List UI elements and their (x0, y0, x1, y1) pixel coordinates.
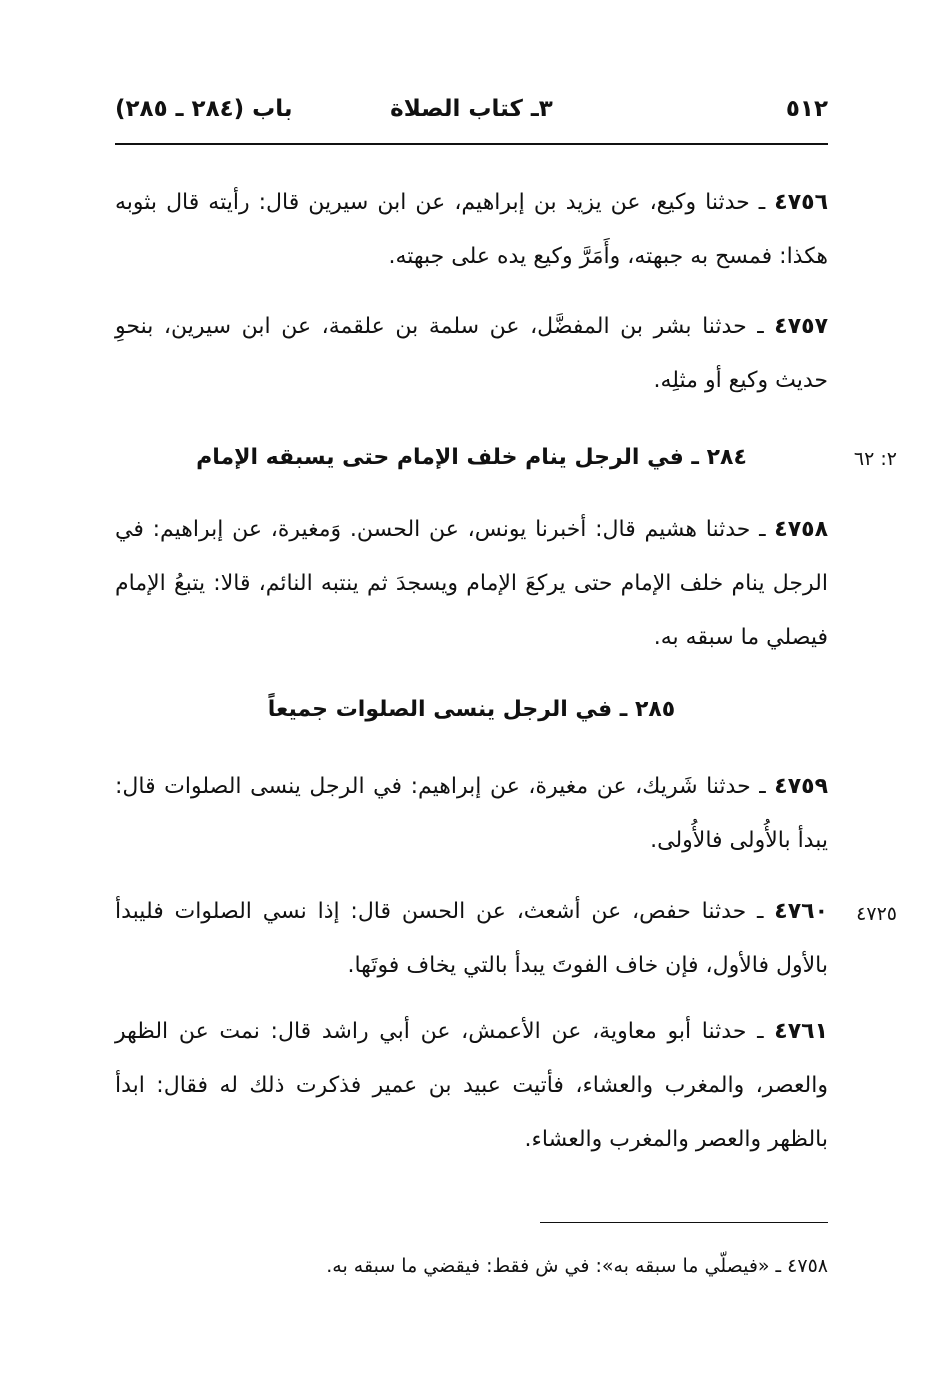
hadith-entry-4761 (115, 1005, 828, 1167)
hadith-text: ـ حدثنا أبو معاوية، عن الأعمش، عن أبي راشد قال: نمت عن الظهر والعصر، والمغرب والعشاء، فأتيت عبيد بن عمير فذكرت ذلك له فقال: ابدأ بالظهر والعصر والمغرب والعشاء. (115, 1019, 828, 1152)
section-heading-284: ٢٨٤ ـ في الرجل ينام خلف الإمام حتى يسبقه الإمام (196, 445, 747, 470)
hadith-text: ـ حدثنا حفص، عن أشعث، عن الحسن قال: إذا نسي الصلوات فليبدأ بالأول فالأول، فإن خاف الفوتَ يبدأ بالتي يخاف فوتَها. (115, 899, 828, 978)
hadith-text: ـ حدثنا وكيع، عن يزيد بن إبراهيم، عن ابن سيرين قال: رأيته قال بثوبه هكذا: فمسح به جبهته، وأَمَرَّ وكيع يده على جبهته. (115, 190, 828, 269)
hadith-number: ٤٧٦١ (774, 1019, 828, 1044)
hadith-text: ـ حدثنا بشر بن المفضَّل، عن سلمة بن علقمة، عن ابن سيرين، بنحوِ حديث وكيع أو مثلِه. (115, 314, 828, 393)
hadith-entry-4756 (115, 176, 828, 284)
bab-range: باب (٢٨٤ ـ ٢٨٥) (115, 96, 293, 122)
book-title: ٣ـ كتاب الصلاة (390, 96, 553, 122)
running-header (115, 96, 828, 136)
margin-note-cross-reference: ٤٧٢٥ (856, 903, 897, 925)
hadith-text: ـ حدثنا شَريك، عن مغيرة، عن إبراهيم: في الرجل ينسى الصلوات قال: يبدأ بالأُولى فالأُولى. (115, 774, 828, 853)
page-number: ٥١٢ (785, 96, 828, 122)
hadith-number: ٤٧٥٧ (774, 314, 828, 339)
hadith-entry-4758 (115, 503, 828, 665)
margin-note-reference: ٢: ٦٢ (853, 448, 897, 470)
footnote: ٤٧٥٨ ـ «فيصلّي ما سبقه به»: في ش فقط: فيقضي ما سبقه به. (326, 1255, 828, 1277)
hadith-number: ٤٧٥٦ (774, 190, 828, 215)
section-heading-285: ٢٨٥ ـ في الرجل ينسى الصلوات جميعاً (267, 697, 676, 722)
header-rule (115, 143, 828, 145)
hadith-number: ٤٧٦٠ (774, 899, 828, 924)
hadith-number: ٤٧٥٩ (774, 774, 828, 799)
hadith-entry-4760 (115, 885, 828, 993)
hadith-entry-4759 (115, 760, 828, 868)
hadith-number: ٤٧٥٨ (774, 517, 828, 542)
hadith-text: ـ حدثنا هشيم قال: أخبرنا يونس، عن الحسن. وَمغيرة، عن إبراهيم: في الرجل ينام خلف الإمام حتى يركعَ الإمام ويسجدَ ثم ينتبه النائم، قالا: يتبعُ الإمام فيصلي ما سبقه به. (115, 517, 828, 650)
hadith-entry-4757 (115, 300, 828, 408)
footnote-rule (540, 1222, 828, 1223)
